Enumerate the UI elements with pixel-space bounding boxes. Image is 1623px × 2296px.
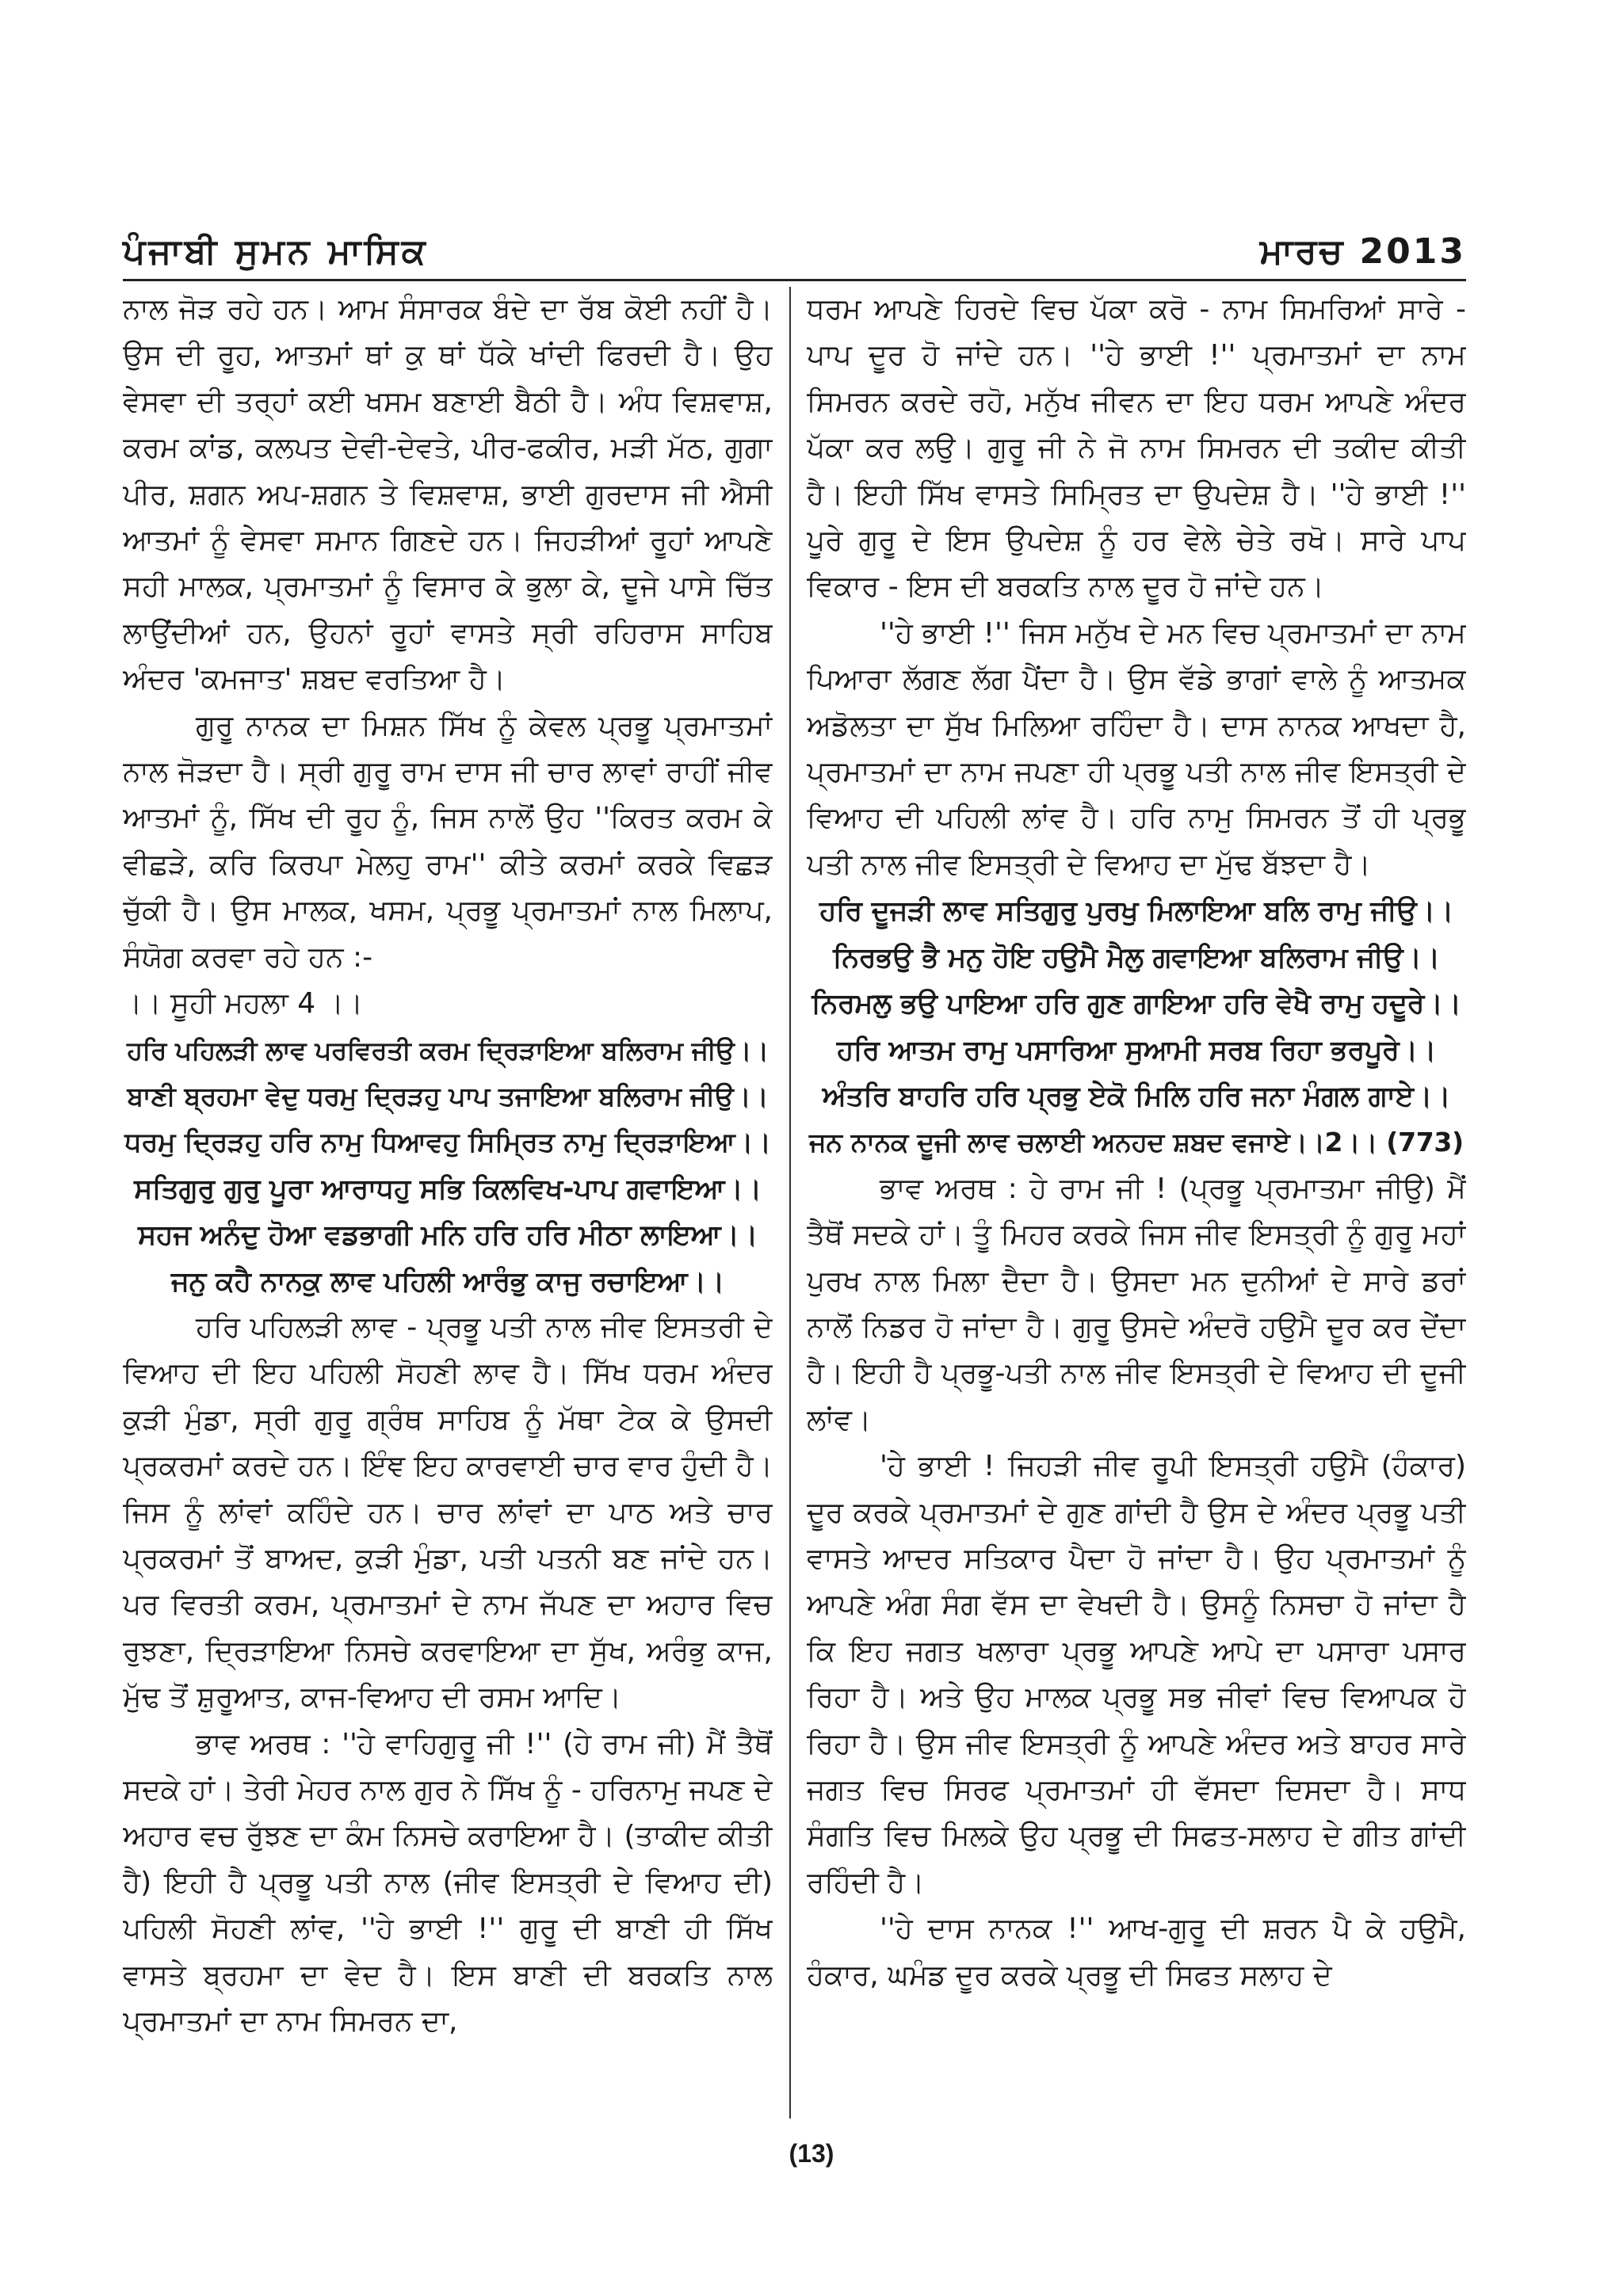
- left-column: [123, 287, 773, 2125]
- verse-line: ਬਾਣੀ ਬ੍ਰਹਮਾ ਵੇਦੁ ਧਰਮੁ ਦ੍ਰਿੜਹੁ ਪਾਪ ਤਜਾਇਆ ਬਲਿਰਾਮ ਜੀਉ।।: [127, 1080, 769, 1112]
- verse-line: ਹਰਿ ਆਤਮ ਰਾਮੁ ਪਸਾਰਿਆ ਸੁਆਮੀ ਸਰਬ ਰਿਹਾ ਭਰਪੂਰੇ।।: [836, 1034, 1437, 1066]
- page-header: [123, 230, 1466, 277]
- paragraph: 'ਹੇ ਭਾਈ ! ਜਿਹੜੀ ਜੀਵ ਰੂਪੀ ਇਸਤ੍ਰੀ ਹਉਮੈ (ਹੰਕਾਰ) ਦੂਰ ਕਰਕੇ ਪ੍ਰਮਾਤਮਾਂ ਦੇ ਗੁਣ ਗਾਂਦੀ ਹੈ ਉਸ ਦੇ ਅੰਦਰ ਪ੍ਰਭੂ ਪਤੀ ਵਾਸਤੇ ਆਦਰ ਸਤਿਕਾਰ ਪੈਦਾ ਹੋ ਜਾਂਦਾ ਹੈ। ਉਹ ਪ੍ਰਮਾਤਮਾਂ ਨੂੰ ਆਪਣੇ ਅੰਗ ਸੰਗ ਵੱਸ ਦਾ ਵੇਖਦੀ ਹੈ। ਉਸਨੂੰ ਨਿਸਚਾ ਹੋ ਜਾਂਦਾ ਹੈ ਕਿ ਇਹ ਜਗਤ ਖਲਾਰਾ ਪ੍ਰਭੂ ਆਪਣੇ ਆਪੇ ਦਾ ਪਸਾਰਾ ਪਸਾਰ ਰਿਹਾ ਹੈ। ਅਤੇ ਉਹ ਮਾਲਕ ਪ੍ਰਭੂ ਸਭ ਜੀਵਾਂ ਵਿਚ ਵਿਆਪਕ ਹੋ ਰਿਹਾ ਹੈ। ਉਸ ਜੀਵ ਇਸਤ੍ਰੀ ਨੂੰ ਆਪਣੇ ਅੰਦਰ ਅਤੇ ਬਾਹਰ ਸਾਰੇ ਜਗਤ ਵਿਚ ਸਿਰਫ ਪ੍ਰਮਾਤਮਾਂ ਹੀ ਵੱਸਦਾ ਦਿਸਦਾ ਹੈ। ਸਾਧ ਸੰਗਤਿ ਵਿਚ ਮਿਲਕੇ ਉਹ ਪ੍ਰਭੂ ਦੀ ਸਿਫਤ-ਸਲਾਹ ਦੇ ਗੀਤ ਗਾਂਦੀ ਰਹਿੰਦੀ ਹੈ।: [807, 1450, 1466, 1899]
- issue-date: ਮਾਰਚ 2013: [1259, 231, 1466, 272]
- paragraph: ਭਾਵ ਅਰਥ : ਹੇ ਰਾਮ ਜੀ ! (ਪ੍ਰਭੂ ਪ੍ਰਮਾਤਮਾ ਜੀਉ) ਮੈਂ ਤੈਥੋਂ ਸਦਕੇ ਹਾਂ। ਤੂੰ ਮਿਹਰ ਕਰਕੇ ਜਿਸ ਜੀਵ ਇਸਤ੍ਰੀ ਨੂੰ ਗੁਰੂ ਮਹਾਂ ਪੁਰਖ ਨਾਲ ਮਿਲਾ ਦੈਦਾ ਹੈ। ਉਸਦਾ ਮਨ ਦੁਨੀਆਂ ਦੇ ਸਾਰੇ ਡਰਾਂ ਨਾਲੋਂ ਨਿਡਰ ਹੋ ਜਾਂਦਾ ਹੈ। ਗੁਰੂ ਉਸਦੇ ਅੰਦਰੋ ਹਉਮੈ ਦੂਰ ਕਰ ਦੇਂਦਾ ਹੈ। ਇਹੀ ਹੈ ਪ੍ਰਭੂ-ਪਤੀ ਨਾਲ ਜੀਵ ਇਸਤ੍ਰੀ ਦੇ ਵਿਆਹ ਦੀ ਦੂਜੀ ਲਾਂਵ।: [807, 1172, 1466, 1436]
- verse-line: ਨਿਰਭਉ ਭੈ ਮਨੁ ਹੋਇ ਹਉਮੈ ਮੈਲੁ ਗਵਾਇਆ ਬਲਿਰਾਮ ਜੀਉ।।: [833, 941, 1440, 974]
- verse-line: ਹਰਿ ਦੂਜੜੀ ਲਾਵ ਸਤਿਗੁਰੁ ਪੁਰਖੁ ਮਿਲਾਇਆ ਬਲਿ ਰਾਮੁ ਜੀਉ।।: [819, 895, 1454, 928]
- verse-heading: ।। ਸੂਹੀ ਮਹਲਾ 4 ।।: [123, 987, 364, 1020]
- paragraph: ਹਰਿ ਪਹਿਲੜੀ ਲਾਵ - ਪ੍ਰਭੂ ਪਤੀ ਨਾਲ ਜੀਵ ਇਸਤਰੀ ਦੇ ਵਿਆਹ ਦੀ ਇਹ ਪਹਿਲੀ ਸੋਹਣੀ ਲਾਵ ਹੈ। ਸਿੱਖ ਧਰਮ ਅੰਦਰ ਕੁੜੀ ਮੁੰਡਾ, ਸ੍ਰੀ ਗੁਰੂ ਗ੍ਰੰਥ ਸਾਹਿਬ ਨੂੰ ਮੱਥਾ ਟੇਕ ਕੇ ਉਸਦੀ ਪ੍ਰਕਰਮਾਂ ਕਰਦੇ ਹਨ। ਇੰਞ ਇਹ ਕਾਰਵਾਈ ਚਾਰ ਵਾਰ ਹੁੰਦੀ ਹੈ। ਜਿਸ ਨੂੰ ਲਾਂਵਾਂ ਕਹਿੰਦੇ ਹਨ। ਚਾਰ ਲਾਂਵਾਂ ਦਾ ਪਾਠ ਅਤੇ ਚਾਰ ਪ੍ਰਕਰਮਾਂ ਤੋਂ ਬਾਅਦ, ਕੁੜੀ ਮੁੰਡਾ, ਪਤੀ ਪਤਨੀ ਬਣ ਜਾਂਦੇ ਹਨ। ਪਰ ਵਿਰਤੀ ਕਰਮ, ਪ੍ਰਮਾਤਮਾਂ ਦੇ ਨਾਮ ਜੱਪਣ ਦਾ ਅਹਾਰ ਵਿਚ ਰੁਝਣਾ, ਦ੍ਰਿੜਾਇਆ ਨਿਸਚੇ ਕਰਵਾਇਆ ਦਾ ਸੁੱਖ, ਅਰੰਭੁ ਕਾਜ, ਮੁੱਢ ਤੋਂ ਸ਼ੁਰੂਆਤ, ਕਾਜ-ਵਿਆਹ ਦੀ ਰਸਮ ਆਦਿ।: [123, 1310, 773, 1714]
- paragraph: ਭਾਵ ਅਰਥ : ''ਹੇ ਵਾਹਿਗੁਰੂ ਜੀ !'' (ਹੇ ਰਾਮ ਜੀ) ਮੈਂ ਤੈਥੋਂ ਸਦਕੇ ਹਾਂ। ਤੇਰੀ ਮੇਹਰ ਨਾਲ ਗੁਰ ਨੇ ਸਿੱਖ ਨੂੰ - ਹਰਿਨਾਮੁ ਜਪਣ ਦੇ ਅਹਾਰ ਵਚ ਰੁੱਝਣ ਦਾ ਕੰਮ ਨਿਸਚੇ ਕਰਾਇਆ ਹੈ। (ਤਾਕੀਦ ਕੀਤੀ ਹੈ) ਇਹੀ ਹੈ ਪ੍ਰਭੂ ਪਤੀ ਨਾਲ (ਜੀਵ ਇਸਤ੍ਰੀ ਦੇ ਵਿਆਹ ਦੀ) ਪਹਿਲੀ ਸੋਹਣੀ ਲਾਂਵ, ''ਹੇ ਭਾਈ !'' ਗੁਰੂ ਦੀ ਬਾਣੀ ਹੀ ਸਿੱਖ ਵਾਸਤੇ ਬ੍ਰਹਮਾ ਦਾ ਵੇਦ ਹੈ। ਇਸ ਬਾਣੀ ਦੀ ਬਰਕਤਿ ਨਾਲ ਪ੍ਰਮਾਤਮਾਂ ਦਾ ਨਾਮ ਸਿਮਰਨ ਦਾ,: [123, 1727, 773, 2039]
- verse-line: ਜਨੁ ਕਹੈ ਨਾਨਕੁ ਲਾਵ ਪਹਿਲੀ ਆਰੰਭੁ ਕਾਜੁ ਰਚਾਇਆ।।: [170, 1265, 725, 1298]
- magazine-title: ਪੰਜਾਬੀ ਸੁਮਨ ਮਾਸਿਕ: [123, 231, 429, 272]
- paragraph: ''ਹੇ ਦਾਸ ਨਾਨਕ !'' ਆਖ-ਗੁਰੂ ਦੀ ਸ਼ਰਨ ਪੈ ਕੇ ਹਉਮੈ, ਹੰਕਾਰ, ਘਮੰਡ ਦੂਰ ਕਰਕੇ ਪ੍ਰਭੂ ਦੀ ਸਿਫਤ ਸਲਾਹ ਦੇ: [807, 1913, 1466, 1992]
- verse-line: ਨਿਰਮਲੁ ਭਉ ਪਾਇਆ ਹਰਿ ਗੁਣ ਗਾਇਆ ਹਰਿ ਵੇਖੈ ਰਾਮੁ ਹਦੂਰੇ।।: [812, 988, 1461, 1020]
- right-column: [807, 287, 1466, 2125]
- verse-line: ਸਹਜ ਅਨੰਦੁ ਹੋਆ ਵਡਭਾਗੀ ਮਨਿ ਹਰਿ ਹਰਿ ਮੀਠਾ ਲਾਇਆ।।: [138, 1219, 758, 1252]
- verse-line: ਅੰਤਰਿ ਬਾਹਰਿ ਹਰਿ ਪ੍ਰਭੁ ਏਕੋ ਮਿਲਿ ਹਰਿ ਜਨਾ ਮੰਗਲ ਗਾਏ।।: [822, 1080, 1451, 1112]
- paragraph: ਗੁਰੂ ਨਾਨਕ ਦਾ ਮਿਸ਼ਨ ਸਿੱਖ ਨੂੰ ਕੇਵਲ ਪ੍ਰਭੂ ਪ੍ਰਮਾਤਮਾਂ ਨਾਲ ਜੋੜਦਾ ਹੈ। ਸ੍ਰੀ ਗੁਰੂ ਰਾਮ ਦਾਸ ਜੀ ਚਾਰ ਲਾਵਾਂ ਰਾਹੀਂ ਜੀਵ ਆਤਮਾਂ ਨੂੰ, ਸਿੱਖ ਦੀ ਰੂਹ ਨੂੰ, ਜਿਸ ਨਾਲੋਂ ਉਹ ''ਕਿਰਤ ਕਰਮ ਕੇ ਵੀਛੜੇ, ਕਰਿ ਕਿਰਪਾ ਮੇਲਹੁ ਰਾਮ'' ਕੀਤੇ ਕਰਮਾਂ ਕਰਕੇ ਵਿਛੜ ਚੁੱਕੀ ਹੈ। ਉਸ ਮਾਲਕ, ਖਸਮ, ਪ੍ਰਭੂ ਪ੍ਰਮਾਤਮਾਂ ਨਾਲ ਮਿਲਾਪ, ਸੰਯੋਗ ਕਰਵਾ ਰਹੇ ਹਨ :-: [123, 709, 773, 974]
- paragraph: ''ਹੇ ਭਾਈ !'' ਜਿਸ ਮਨੁੱਖ ਦੇ ਮਨ ਵਿਚ ਪ੍ਰਮਾਤਮਾਂ ਦਾ ਨਾਮ ਪਿਆਰਾ ਲੱਗਣ ਲੱਗ ਪੈਂਦਾ ਹੈ। ਉਸ ਵੱਡੇ ਭਾਗਾਂ ਵਾਲੇ ਨੂੰ ਆਤਮਕ ਅਡੋਲਤਾ ਦਾ ਸੁੱਖ ਮਿਲਿਆ ਰਹਿੰਦਾ ਹੈ। ਦਾਸ ਨਾਨਕ ਆਖਦਾ ਹੈ, ਪ੍ਰਮਾਤਮਾਂ ਦਾ ਨਾਮ ਜਪਣਾ ਹੀ ਪ੍ਰਭੂ ਪਤੀ ਨਾਲ ਜੀਵ ਇਸਤ੍ਰੀ ਦੇ ਵਿਆਹ ਦੀ ਪਹਿਲੀ ਲਾਂਵ ਹੈ। ਹਰਿ ਨਾਮੁ ਸਿਮਰਨ ਤੋਂ ਹੀ ਪ੍ਰਭੂ ਪਤੀ ਨਾਲ ਜੀਵ ਇਸਤ੍ਰੀ ਦੇ ਵਿਆਹ ਦਾ ਮੁੱਢ ਬੱਝਦਾ ਹੈ।: [807, 616, 1466, 881]
- paragraph: ਧਰਮ ਆਪਣੇ ਹਿਰਦੇ ਵਿਚ ਪੱਕਾ ਕਰੋ - ਨਾਮ ਸਿਮਰਿਆਂ ਸਾਰੇ - ਪਾਪ ਦੂਰ ਹੋ ਜਾਂਦੇ ਹਨ। ''ਹੇ ਭਾਈ !'' ਪ੍ਰਮਾਤਮਾਂ ਦਾ ਨਾਮ ਸਿਮਰਨ ਕਰਦੇ ਰਹੋ, ਮਨੁੱਖ ਜੀਵਨ ਦਾ ਇਹ ਧਰਮ ਆਪਣੇ ਅੰਦਰ ਪੱਕਾ ਕਰ ਲਉ। ਗੁਰੂ ਜੀ ਨੇ ਜੋ ਨਾਮ ਸਿਮਰਨ ਦੀ ਤਕੀਦ ਕੀਤੀ ਹੈ। ਇਹੀ ਸਿੱਖ ਵਾਸਤੇ ਸਿਮ੍ਰਿਤ ਦਾ ਉਪਦੇਸ਼ ਹੈ। ''ਹੇ ਭਾਈ !'' ਪੂਰੇ ਗੁਰੂ ਦੇ ਇਸ ਉਪਦੇਸ਼ ਨੂੰ ਹਰ ਵੇਲੇ ਚੇਤੇ ਰਖੋ। ਸਾਰੇ ਪਾਪ ਵਿਕਾਰ - ਇਸ ਦੀ ਬਰਕਤਿ ਨਾਲ ਦੂਰ ਹੋ ਜਾਂਦੇ ਹਨ।: [807, 293, 1466, 604]
- verse-line: ਹਰਿ ਪਹਿਲੜੀ ਲਾਵ ਪਰਵਿਰਤੀ ਕਰਮ ਦ੍ਰਿੜਾਇਆ ਬਲਿਰਾਮ ਜੀਉ।।: [127, 1035, 769, 1066]
- verse-line: ਜਨ ਨਾਨਕ ਦੂਜੀ ਲਾਵ ਚਲਾਈ ਅਨਹਦ ਸ਼ਬਦ ਵਜਾਏ।।2।। (773): [809, 1127, 1464, 1158]
- verse-line: ਸਤਿਗੁਰੁ ਗੁਰੁ ਪੂਰਾ ਆਰਾਧਹੁ ਸਭਿ ਕਿਲਵਿਖ-ਪਾਪ ਗਵਾਇਆ।।: [134, 1173, 762, 1205]
- column-divider: [789, 287, 791, 2119]
- header-rule: [123, 279, 1466, 281]
- paragraph: ਨਾਲ ਜੋੜ ਰਹੇ ਹਨ। ਆਮ ਸੰਸਾਰਕ ਬੰਦੇ ਦਾ ਰੱਬ ਕੋਈ ਨਹੀਂ ਹੈ। ਉਸ ਦੀ ਰੂਹ, ਆਤਮਾਂ ਥਾਂ ਕੁ ਥਾਂ ਧੱਕੇ ਖਾਂਦੀ ਫਿਰਦੀ ਹੈ। ਉਹ ਵੇਸਵਾ ਦੀ ਤਰ੍ਹਾਂ ਕਈ ਖਸਮ ਬਣਾਈ ਬੈਠੀ ਹੈ। ਅੰਧ ਵਿਸ਼ਵਾਸ਼, ਕਰਮ ਕਾਂਡ, ਕਲਪਤ ਦੇਵੀ-ਦੇਵਤੇ, ਪੀਰ-ਫਕੀਰ, ਮੜੀ ਮੱਠ, ਗੁਗਾ ਪੀਰ, ਸ਼ਗਨ ਅਪ-ਸ਼ਗਨ ਤੇ ਵਿਸ਼ਵਾਸ਼, ਭਾਈ ਗੁਰਦਾਸ ਜੀ ਐਸੀ ਆਤਮਾਂ ਨੂੰ ਵੇਸਵਾ ਸਮਾਨ ਗਿਣਦੇ ਹਨ। ਜਿਹੜੀਆਂ ਰੂਹਾਂ ਆਪਣੇ ਸਹੀ ਮਾਲਕ, ਪ੍ਰਮਾਤਮਾਂ ਨੂੰ ਵਿਸਾਰ ਕੇ ਭੁਲਾ ਕੇ, ਦੂਜੇ ਪਾਸੇ ਚਿੱਤ ਲਾਉਂਦੀਆਂ ਹਨ, ਉਹਨਾਂ ਰੂਹਾਂ ਵਾਸਤੇ ਸ੍ਰੀ ਰਹਿਰਾਸ ਸਾਹਿਬ ਅੰਦਰ 'ਕਮਜਾਤ' ਸ਼ਬਦ ਵਰਤਿਆ ਹੈ।: [123, 293, 773, 696]
- verse-line: ਧਰਮੁ ਦ੍ਰਿੜਹੁ ਹਰਿ ਨਾਮੁ ਧਿਆਵਹੁ ਸਿਮ੍ਰਿਤ ਨਾਮੁ ਦ੍ਰਿੜਾਇਆ।।: [124, 1127, 771, 1159]
- page-number: (13): [789, 2139, 834, 2168]
